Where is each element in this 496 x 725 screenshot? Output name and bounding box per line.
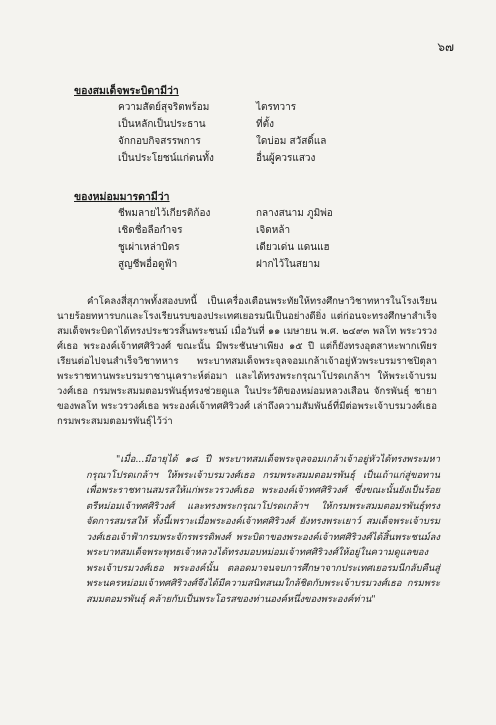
- verse-line: [0, 151, 496, 168]
- verse-first-half: ชูเผ่าเหล่าบิดร: [118, 242, 180, 253]
- section1-verse: [0, 100, 496, 168]
- page-number: ๖๗: [437, 40, 454, 54]
- verse-first-half: เชิดชื่อลือกำจร: [118, 225, 183, 236]
- verse-second-half: ที่ตั้ง: [256, 119, 274, 130]
- verse-second-half: เจิดหล้า: [256, 225, 291, 236]
- section2-verse: [0, 206, 496, 274]
- verse-first-half: สูญชีพอื่อดูฟ้า: [118, 259, 178, 270]
- section1-heading: ของสมเด็จพระบิดามีว่า: [74, 85, 179, 97]
- verse-second-half: กลางสนาม ภูมิพ่อ: [256, 208, 333, 219]
- quote-block: [86, 452, 440, 607]
- paragraph-text: คำโคลงสี่สุภาพทั้งสองบทนี้ เป็นเครื่องเตือนพระทัยให้ทรงศึกษาวิชาทหารในโรงเรียนนายร้อยทหารบกและโรงเรียนรบของประเทศเยอรมนีเป็นอย่างดียิ่ง แต่ก่อนจะทรงศึกษาสำเร็จ สมเด็จพระบิดาได้ทรงประชวรสิ้นพระชนม์ เมื่อวันที่ ๑๑ เมษายน พ.ศ. ๒๔๙๓ พลโท พระวรวงศ์เธอ พระองค์เจ้าทศศิริวงศ์ ขณะนั้น มีพระชันษาเพียง ๑๕ ปี แต่ก็ยังทรงอุตสาหะพากเพียรเรียนต่อไปจนสำเร็จวิชาทหาร พระบาทสมเด็จพระจุลจอมเกล้าเจ้าอยู่หัวพระบรมราชปิตุลาพระราชทานพระบรมราชานุเคราะห์ต่อมา และได้ทรงพระกรุณาโปรดเกล้าฯ ให้พระเจ้าบรมวงศ์เธอ กรมพระสมมตอมรพันธุ์ทรงช่วยดูแล ในประวัติของหม่อมหลวงเสือน จักรพันธุ์ ชายาของพลโท พระวรวงศ์เธอ พระองค์เจ้าทศศิริวงศ์ เล่าถึงความสัมพันธ์ที่มีต่อพระเจ้าบรมวงศ์เธอ กรมพระสมมตอมรพันธุ์ไว้ว่า: [57, 296, 437, 427]
- verse-line: [0, 117, 496, 134]
- verse-line: [0, 240, 496, 257]
- verse-second-half: เดียวเด่น แดนแฮ: [256, 242, 330, 253]
- section2-heading: ของหม่อมมารดามีว่า: [74, 191, 170, 203]
- verse-second-half: ไตรทวาร: [256, 102, 297, 113]
- verse-first-half: เป็นประโยชน์แก่ตนทั้ง: [118, 153, 214, 164]
- verse-line: [0, 134, 496, 151]
- verse-first-half: ชีพมลายไว้เกียรติก้อง: [118, 208, 211, 219]
- verse-line: [0, 100, 496, 117]
- body-paragraph: [57, 294, 437, 429]
- verse-line: [0, 206, 496, 223]
- verse-line: [0, 223, 496, 240]
- verse-first-half: ความสัตย์สุจริตพร้อม: [118, 102, 210, 113]
- verse-second-half: อื่นผู้ควรแสวง: [256, 153, 316, 164]
- verse-first-half: จักกอบกิจสรรพการ: [118, 136, 201, 147]
- verse-line: [0, 257, 496, 274]
- quote-text: "เมื่อ...มีอายุได้ ๑๘ ปี พระบาทสมเด็จพระจุลจอมเกล้าเจ้าอยู่หัวได้ทรงพระมหากรุณาโปรดเกล้าฯ ให้พระเจ้าบรมวงศ์เธอ กรมพระสมมตอมรพันธุ์ เป็นเถ้าแก่สู่ขอทาน เพื่อพระราชทานสมรสให้แก่พระวรวงศ์เธอ พระองค์เจ้าทศศิริวงศ์ ซึ่งขณะนั้นยังเป็นร้อยตรีหม่อมเจ้าทศศิริวงศ์ และทรงพระกรุณาโปรดเกล้าฯ ให้กรมพระสมมตอมรพันธุ์ทรงจัดการสมรสให้ ทั้งนี้เพราะเมื่อพระองค์เจ้าทศศิริวงศ์ ยังทรงพระเยาว์ สมเด็จพระเจ้าบรมวงศ์เธอเจ้าฟ้ากรมพระจักรพรรดิพงศ์ พระบิดาของพระองค์เจ้าทศศิริวงศ์ได้สิ้นพระชนม์ลง พระบาทสมเด็จพระพุทธเจ้าหลวงได้ทรงมอบหม่อมเจ้าทศศิริวงศ์ให้อยู่ในความดูแลของพระเจ้าบรมวงศ์เธอ พระองค์นั้น ตลอดมาจนจบการศึกษาจากประเทศเยอรมนีกลับคืนสู่พระนครหม่อมเจ้าทศศิริวงศ์จึงได้มีความสนิทสนมใกล้ชิดกับพระเจ้าบรมวงศ์เธอ กรมพระสมมตอมรพันธุ์ คล้ายกับเป็นพระโอรสของท่านองค์หนึ่งของพระองค์ท่าน": [86, 454, 440, 605]
- verse-second-half: ฝากไว้ในสยาม: [256, 259, 321, 270]
- verse-second-half: ใดบ่อม สวัสดิ์แล: [256, 136, 327, 147]
- verse-first-half: เป็นหลักเป็นประธาน: [118, 119, 206, 130]
